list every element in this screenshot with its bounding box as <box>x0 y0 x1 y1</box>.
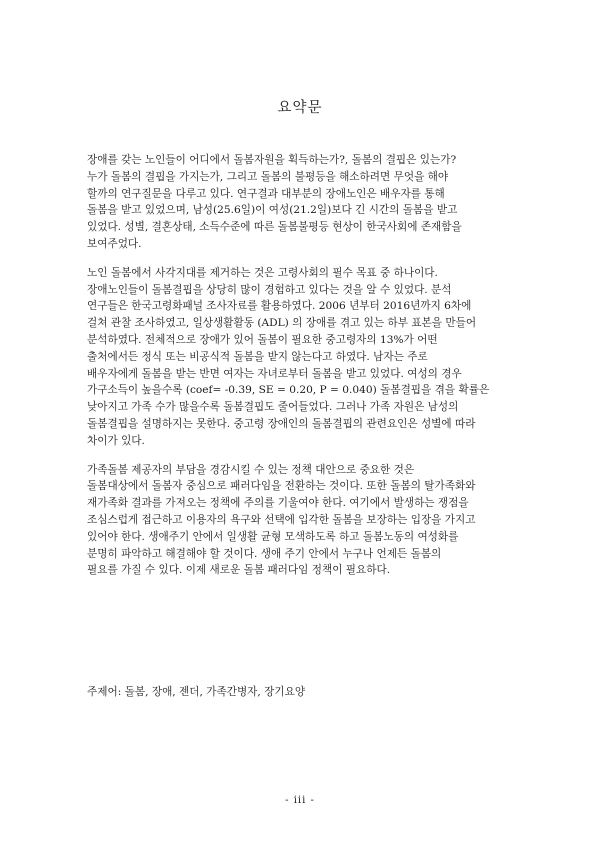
text-line: 있었다. 성별, 결혼상태, 소득수준에 따른 돌봄불평등 현상이 한국사회에 존재함을 <box>87 221 462 234</box>
text-line: 돌봄대상에서 돌봄자 중심으로 패러다임을 전환하는 것이다. 또한 돌봄의 탈가족화와 <box>87 480 476 493</box>
text-line: 조심스럽게 접근하고 이용자의 욕구와 선택에 입각한 돌봄을 보장하는 입장을 가지고 <box>87 513 476 526</box>
page-number: - iii - <box>285 795 315 806</box>
text-line: 차이가 있다. <box>87 434 145 447</box>
paragraph-3 <box>87 462 513 580</box>
paragraph-1 <box>87 152 513 253</box>
text-line: 장애를 갖는 노인들이 어디에서 돌봄자원을 획득하는가?, 돌봄의 결핍은 있는가? <box>87 154 457 166</box>
text-line: 출처에서든 정식 또는 비공식적 돌봄을 받지 않는다고 하였다. 남자는 주로 <box>87 350 428 363</box>
text-line: 돌봄결핍을 설명하지는 못한다. 중고령 장애인의 돌봄결핍의 관련요인은 성별에 따라 <box>87 417 476 430</box>
paragraph-2 <box>87 265 513 450</box>
text-line: 장애노인들이 돌봄결핍을 상당히 많이 경험하고 있다는 것을 알 수 있었다. 분석 <box>87 283 452 296</box>
text-line: 재가족화 결과를 가져오는 정책에 주의를 기울여야 한다. 여기에서 발생하는 쟁점을 <box>87 497 469 510</box>
text-line: 연구들은 한국고령화패널 조사자료를 활용하였다. 2006 년부터 2016년까지 6차에 <box>87 300 472 313</box>
text-line: 분석하였다. 전체적으로 장애가 있어 돌봄이 필요한 중고령자의 13%가 어떤 <box>87 333 438 346</box>
text-line: 있어야 한다. 생애주기 안에서 일생활 균형 모색하도록 하고 돌봄노동의 여성화를 <box>87 530 459 543</box>
abstract-body <box>87 152 513 591</box>
text-line: 걸쳐 관찰 조사하였고, 일상생활활동 (ADL) 의 장애를 겪고 있는 하부 표본을 만들어 <box>87 317 477 330</box>
text-line: 돌봄을 받고 있었으며, 남성(25.6일)이 여성(21.2일)보다 긴 시간의 돌봄을 받고 <box>87 204 458 217</box>
text-line: 필요를 가질 수 있다. 이제 새로운 돌봄 패러다임 정책이 필요하다. <box>87 564 391 577</box>
abstract-title: 요약문 <box>277 100 323 116</box>
keywords-line: 주제어: 돌봄, 장애, 젠더, 가족간병자, 장기요양 <box>87 686 306 698</box>
text-line: 노인 돌봄에서 사각지대를 제거하는 것은 고령사회의 필수 목표 중 하나이다. <box>87 266 438 279</box>
text-line: 가구소득이 높을수록 (coef= -0.39, SE = 0.20, P = 0.040) 돌봄결핍을 겪을 확률은 <box>87 384 490 397</box>
text-line: 배우자에게 돌봄을 받는 반면 여자는 자녀로부터 돌봄을 받고 있었다. 여성의 경우 <box>87 367 462 380</box>
text-line: 낮아지고 가족 수가 많을수록 돌봄결핍도 줄어들었다. 그러나 가족 자원은 남성의 <box>87 401 459 414</box>
text-line: 보여주었다. <box>87 237 142 250</box>
text-line: 가족돌봄 제공자의 부담을 경감시킬 수 있는 정책 대안으로 중요한 것은 <box>87 463 415 476</box>
text-line: 누가 돌봄의 결핍을 가지는가, 그리고 돌봄의 불평등을 해소하려면 무엇을 해야 <box>87 170 449 183</box>
text-line: 할까의 연구질문을 다루고 있다. 연구결과 대부분의 장애노인은 배우자를 통해 <box>87 187 445 200</box>
text-line: 분명히 파악하고 해결해야 할 것이다. 생애 주기 안에서 누구나 언제든 돌봄의 <box>87 547 442 560</box>
